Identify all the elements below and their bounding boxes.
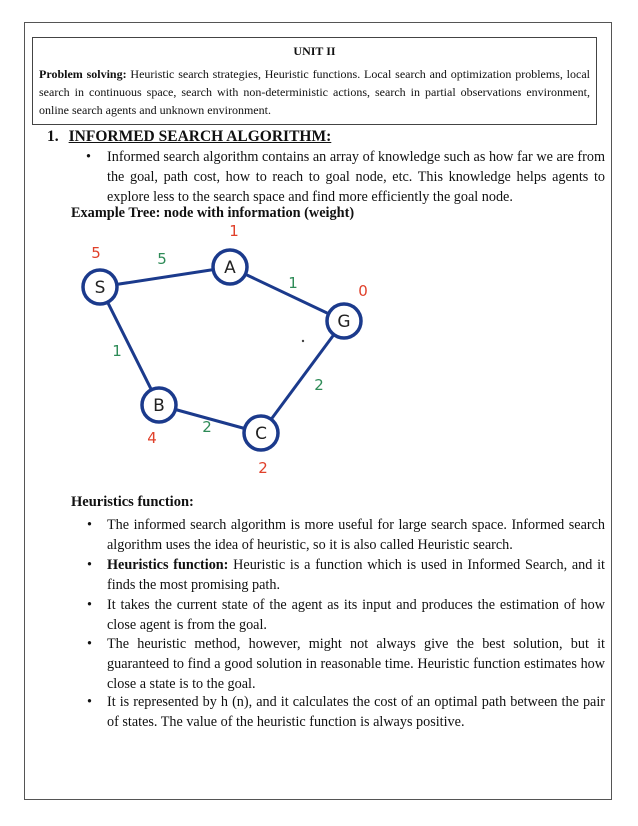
- graph-nodes: [83, 222, 368, 477]
- bullet-dot: •: [87, 557, 92, 573]
- stray-dot: [302, 340, 304, 342]
- graph-edge-C-G: [271, 335, 334, 420]
- edge-weight-label: 2: [202, 418, 212, 436]
- heuristics-bullet-4: [87, 634, 605, 694]
- node-heuristic-label: 0: [358, 282, 368, 300]
- section-bullet-text: Informed search algorithm contains an array of knowledge such as how far we are from the goal, path cost, how to reach to goal node, etc. This knowledge helps agents to explore less to the search space and find more efficiently the goal node.: [107, 149, 605, 205]
- node-heuristic-label: 2: [258, 459, 268, 477]
- bullet-text: Heuristic is a function which is used in Informed Search, and it finds the most promising path.: [107, 557, 605, 593]
- unit-title: UNIT II: [293, 44, 336, 58]
- edge-weight-label: 5: [157, 250, 167, 268]
- node-heuristic-label: 1: [229, 222, 239, 240]
- section-title: INFORMED SEARCH ALGORITHM:: [68, 128, 332, 145]
- section-number: 1.: [47, 128, 59, 145]
- bullet-text: The informed search algorithm is more useful for large search space. Informed search algorithm uses the idea of heuristic, so it is also called Heuristic search.: [107, 517, 605, 553]
- heuristics-bullet-3: [87, 595, 605, 635]
- bullet-text: It takes the current state of the agent as its input and produces the estimation of how close agent is from the goal.: [107, 597, 605, 633]
- heuristics-bullet-2: [87, 555, 605, 595]
- graph-edge-A-G: [245, 274, 328, 313]
- edge-weight-label: 1: [288, 274, 298, 292]
- node-heuristic-label: 5: [91, 244, 101, 262]
- node-id-label: S: [94, 278, 106, 298]
- heuristics-bullet-5: [87, 692, 605, 732]
- bullet-dot: •: [86, 149, 91, 165]
- edge-weight-label: 1: [112, 342, 122, 360]
- heuristics-heading: Heuristics function:: [71, 494, 194, 510]
- example-heading: Example Tree: node with information (weight): [71, 205, 355, 221]
- node-id-label: A: [224, 258, 236, 278]
- bullet-text: It is represented by h (n), and it calculates the cost of an optimal path between the pair of states. The value of the heuristic function is always positive.: [107, 694, 605, 730]
- graph-edge-S-A: [117, 270, 213, 285]
- bullet-dot: •: [87, 694, 92, 710]
- unit-lead: Problem solving:: [39, 67, 127, 81]
- heuristics-bullet-1: [87, 515, 605, 555]
- node-id-label: B: [153, 396, 165, 416]
- node-id-label: C: [255, 424, 267, 444]
- bullet-dot: •: [87, 597, 92, 613]
- bullet-dot: •: [87, 636, 92, 652]
- bullet-text: The heuristic method, however, might not always give the best solution, but it guaranteed to find a good solution in reasonable time. Heuristic function estimates how close a state is to the goal.: [107, 636, 605, 692]
- node-id-label: G: [337, 312, 351, 332]
- unit-topics: Heuristic search strategies, Heuristic functions. Local search and optimization problems, local search in continuous space, search with non-deterministic actions, search in partial observations environment, online search agents and unknown environment.: [39, 67, 590, 117]
- node-heuristic-label: 4: [147, 429, 157, 447]
- bullet-lead: Heuristics function:: [107, 557, 229, 573]
- bullet-dot: •: [87, 517, 92, 533]
- edge-weight-label: 2: [314, 376, 324, 394]
